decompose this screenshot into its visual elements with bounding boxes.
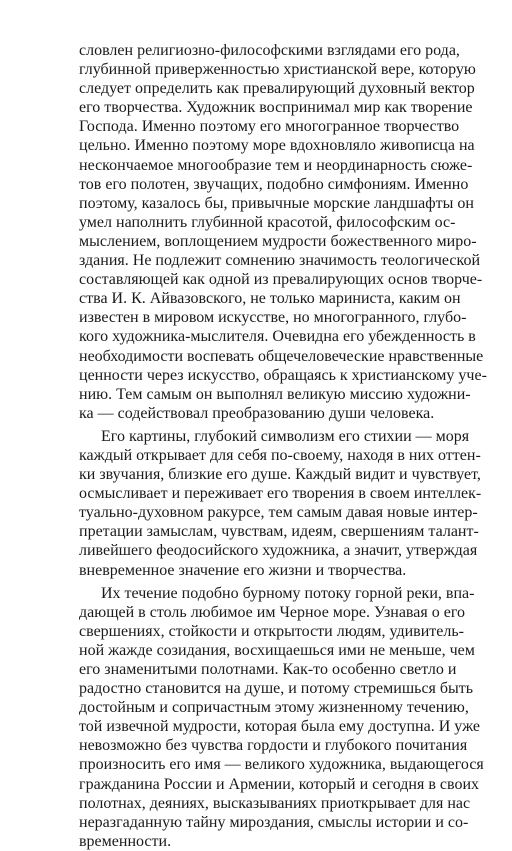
text-line: цельно. Именно поэтому море вдохновляло живописца на [79, 137, 475, 155]
text-line: Господа. Именно поэтому его многогранное творчество [79, 118, 460, 136]
text-line: свершениях, стойкости и открытости людям, удивитель- [79, 622, 464, 640]
text-line: ной жажде созидания, восхищаешься ими не меньше, чем [79, 641, 475, 659]
text-line: нескончаемое многообразие тем и неординарность сюже- [79, 156, 473, 174]
text-line: ка — содействовал преобразованию души человека. [79, 404, 435, 422]
text-line: Его картины, глубокий символизм его стихии — моря [101, 427, 470, 445]
text-line: ки звучания, близкие его душе. Каждый видит и чувствует, [79, 466, 481, 484]
text-line: поэтому, казалось бы, привычные морские ландшафты он [79, 194, 474, 212]
text-line: каждый открывает для себя по-своему, находя в них оттен- [79, 446, 481, 464]
text-line: мыслением, воплощением мудрости божественного миро- [79, 232, 477, 250]
text-line: Их течение подобно бурному потоку горной реки, впа- [101, 584, 475, 602]
page-text [79, 41, 487, 851]
text-line: известен в мировом искусстве, но многогранного, глубо- [79, 309, 467, 327]
paragraph [79, 427, 482, 580]
text-line: неразгаданную тайну мироздания, смыслы истории и со- [79, 813, 469, 831]
text-line: его знаменитыми полотнами. Как-то особенно светло и [79, 661, 457, 678]
text-line: вневременное значение его жизни и творчества. [79, 561, 407, 579]
text-line: той извечной мудрости, которая была ему доступна. И уже [79, 718, 481, 736]
text-line: ства И. К. Айвазовского, не только мариниста, каким он [79, 290, 461, 308]
text-line: временности. [79, 832, 172, 850]
text-line: его творчества. Художник воспринимал мир как творение [79, 99, 473, 117]
text-line: гражданина России и Армении, который и сегодня в своих [79, 775, 479, 793]
text-line: радостно становится на душе, и потому стремишься быть [79, 680, 474, 698]
text-line: здания. Не подлежит сомнению значимость теологической [79, 252, 481, 270]
text-line: невозможно без чувства гордости и глубокого почитания [79, 737, 468, 755]
text-line: произносить его имя — великого художника, выдающегося [79, 756, 484, 774]
text-line: осмысливает и переживает его творения в своем интеллек- [79, 485, 482, 503]
text-line: глубинной приверженностью христианской вере, которую [79, 61, 476, 79]
text-line: нию. Тем самым он выполнял великую миссию художни- [79, 385, 471, 403]
text-line: умел наполнить глубинной красотой, философским ос- [79, 213, 456, 231]
text-line: достойным и сопричастным этому жизненному течению, [79, 699, 469, 717]
paragraph [79, 41, 487, 423]
text-line: составляющей как одной из превалирующих основ творче- [79, 271, 483, 289]
text-line: дающей в столь любимое им Черное море. Узнавая о его [79, 603, 465, 621]
text-line: туально-духовном ракурсе, тем самым давая новые интер- [79, 504, 478, 522]
text-line: следует определить как превалирующий духовный вектор [79, 80, 475, 98]
text-line: кого художника-мыслителя. Очевидна его убежденность в [79, 328, 476, 346]
text-line: необходимости воспевать общечеловеческие нравственные [79, 347, 484, 365]
text-line: претации замыслам, чувствам, идеям, свершениям талант- [79, 523, 479, 541]
text-line: словлен религиозно-философскими взглядами его рода, [79, 42, 460, 59]
text-line: полотнах, деяниях, высказываниях приоткрывает для нас [79, 794, 471, 812]
text-line: ценности через искусство, обращаясь к христианскому уче- [79, 366, 487, 384]
paragraph [79, 584, 484, 851]
text-line: тов его полотен, звучащих, подобно симфониям. Именно [79, 175, 469, 193]
text-line: ливейшего феодосийского художника, а значит, утверждая [79, 542, 478, 560]
